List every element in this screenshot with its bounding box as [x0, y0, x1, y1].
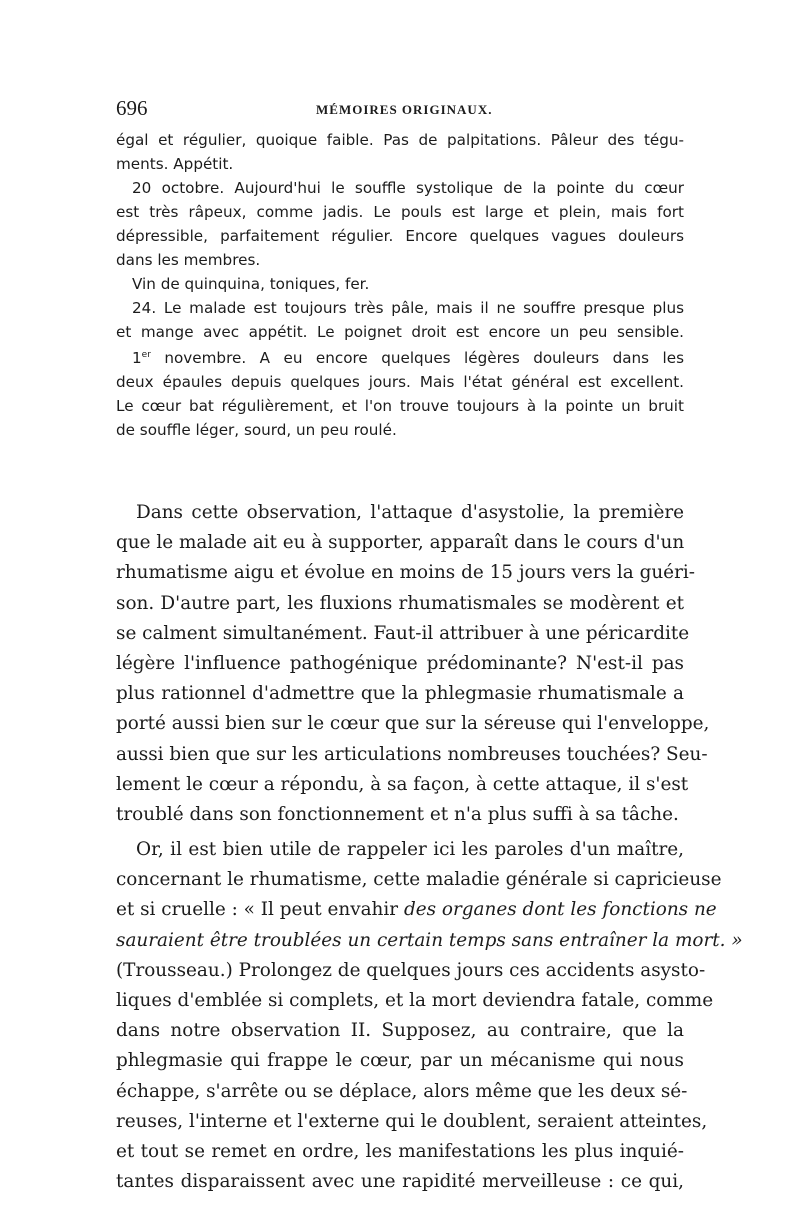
notes-line: ments. Appétit.	[116, 155, 234, 173]
page-number: 696	[116, 96, 148, 120]
main-line: reuses, l'interne et l'externe qui le doublent, seraient atteintes,	[116, 1110, 708, 1132]
case-notes-block	[116, 128, 684, 442]
notes-line: dans les membres.	[116, 251, 261, 269]
running-title: MÉMOIRES ORIGINAUX.	[316, 102, 493, 117]
main-line: que le malade ait eu à supporter, apparaît dans le cours d'un	[116, 532, 685, 554]
main-line: se calment simultanément. Faut-il attribuer à une péricardite	[116, 622, 690, 644]
notes-line: dépressible, parfaitement régulier. Encore quelques vagues douleurs	[116, 227, 684, 245]
main-line-quote: sauraient être troublées un certain temps sans entraîner la mort. »	[116, 929, 743, 951]
quote-italic: des organes dont les fonctions ne	[403, 899, 717, 921]
main-line: troublé dans son fonctionnement et n'a plus suffi à sa tâche.	[116, 803, 679, 825]
running-header	[116, 96, 684, 126]
main-line: aussi bien que sur les articulations nombreuses touchées? Seu-	[116, 743, 708, 765]
main-line: porté aussi bien sur le cœur que sur la séreuse qui l'enveloppe,	[116, 713, 710, 735]
notes-line: 24. Le malade est toujours très pâle, mais il ne souffre presque plus	[132, 299, 684, 317]
main-line: son. D'autre part, les fluxions rhumatismales se modèrent et	[116, 592, 684, 614]
notes-line: Vin de quinquina, toniques, fer.	[132, 275, 370, 293]
november-text: novembre. A eu encore quelques légères douleurs dans les	[164, 349, 685, 367]
main-line: tantes disparaissent avec une rapidité merveilleuse : ce qui,	[116, 1171, 684, 1193]
notes-line: 20 octobre. Aujourd'hui le souffle systolique de la pointe du cœur	[132, 179, 684, 197]
main-line-quote-start	[116, 895, 717, 925]
main-line: plus rationnel d'admettre que la phlegmasie rhumatismale a	[116, 683, 684, 705]
notes-line: de souffle léger, sourd, un peu roulé.	[116, 421, 397, 439]
main-line: Or, il est bien utile de rappeler ici les paroles d'un maître,	[136, 839, 684, 861]
main-line: phlegmasie qui frappe le cœur, par un mécanisme qui nous	[116, 1050, 684, 1072]
notes-line: est très râpeux, comme jadis. Le pouls est large et plein, mais fort	[116, 203, 684, 221]
main-line: Dans cette observation, l'attaque d'asystolie, la première	[136, 502, 684, 523]
main-line: liques d'emblée si complets, et la mort deviendra fatale, comme	[116, 990, 714, 1011]
main-line: concernant le rhumatisme, cette maladie générale si capricieuse	[116, 869, 722, 891]
main-line: (Trousseau.) Prolongez de quelques jours ces accidents asysto-	[116, 959, 706, 981]
november-superscript: er	[141, 349, 151, 360]
notes-line: Le cœur bat régulièrement, et l'on trouve toujours à la pointe un bruit	[116, 397, 684, 415]
main-line: lement le cœur a répondu, à sa façon, à cette attaque, il s'est	[116, 773, 689, 795]
november-day: 1	[132, 349, 142, 367]
main-line: rhumatisme aigu et évolue en moins de 15 jours vers la guéri-	[116, 562, 695, 584]
main-line: et tout se remet en ordre, les manifestations les plus inquié-	[116, 1140, 684, 1162]
main-line: légère l'influence pathogénique prédominante? N'est-il pas	[116, 652, 684, 674]
notes-line: égal et régulier, quoique faible. Pas de palpitations. Pâleur des tégu-	[116, 131, 684, 149]
main-line: dans notre observation II. Supposez, au contraire, que la	[116, 1020, 684, 1042]
main-line: échappe, s'arrête ou se déplace, alors même que les deux sé-	[116, 1080, 688, 1102]
notes-line: et mange avec appétit. Le poignet droit est encore un peu sensible.	[116, 323, 684, 341]
notes-line-november	[116, 346, 684, 370]
notes-line: deux épaules depuis quelques jours. Mais l'état général est excellent.	[116, 373, 684, 391]
main-text-block	[116, 498, 743, 1197]
quote-lead: et si cruelle : « Il peut envahir	[116, 899, 399, 921]
